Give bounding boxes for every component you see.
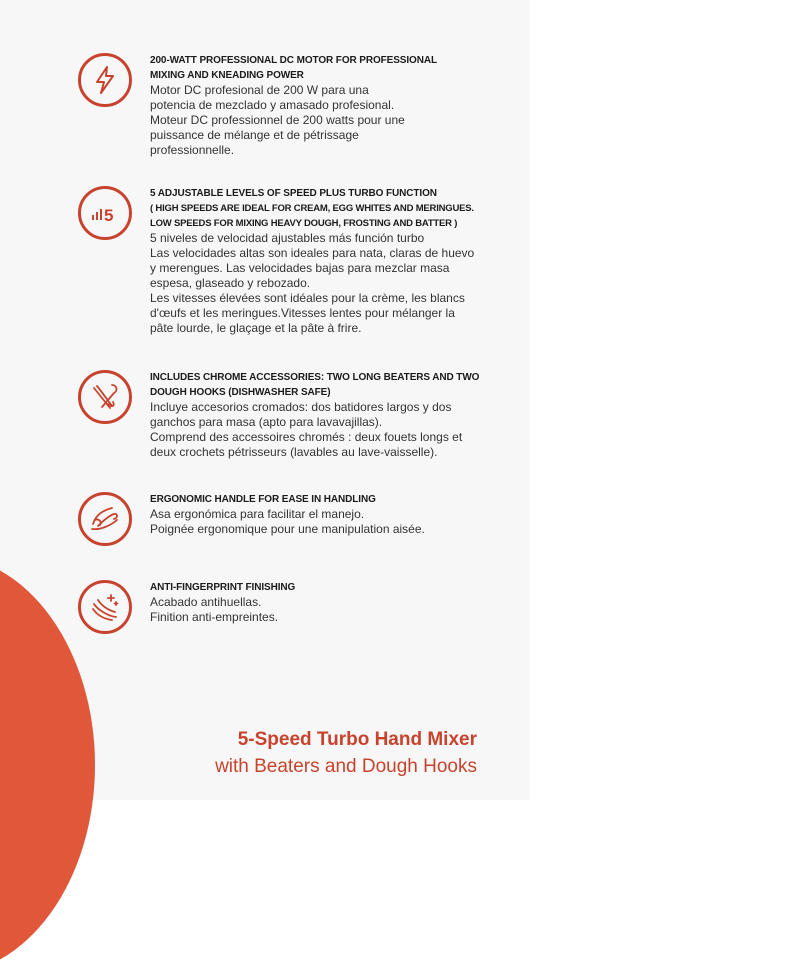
feature-body: Acabado antihuellas. Finition anti-empreintes. xyxy=(150,595,279,624)
product-title: 5-Speed Turbo Hand Mixer xyxy=(237,729,477,750)
hand-grip-icon xyxy=(78,492,132,546)
feature-body: 5 niveles de velocidad ajustables más función turbo Las velocidades altas son ideales para nata, claras de huevo y merengues. Las velocidades bajas para mezclar masa espesa, glaseado y rebozado. Les vitesses élevées sont idéales pour la crème, les blancs d'œufs et les meringues.Vitesses lentes pour mélanger la pâte lourde, le glaçage et la pâte à frire. xyxy=(150,231,475,335)
feature-heading: 200-WATT PROFESSIONAL DC MOTOR FOR PROFESSIONAL MIXING AND KNEADING POWER xyxy=(150,55,437,81)
feature-heading: ERGONOMIC HANDLE FOR EASE IN HANDLING xyxy=(150,494,376,505)
speed-levels-icon xyxy=(78,186,132,240)
feature-body: Incluye accesorios cromados: dos batidores largos y dos ganchos para masa (apto para lavavajillas). Comprend des accessoires chromés : deux fouets longs et deux crochets pétrisseurs (lavables au lave-vaisselle). xyxy=(150,400,463,459)
feature-heading: 5 ADJUSTABLE LEVELS OF SPEED PLUS TURBO FUNCTION xyxy=(150,188,437,199)
beater-hook-icon xyxy=(78,370,132,424)
feature-heading: INCLUDES CHROME ACCESSORIES: TWO LONG BEATERS AND TWO DOUGH HOOKS (DISHWASHER SAFE) xyxy=(150,372,480,398)
feature-heading: ANTI-FINGERPRINT FINISHING xyxy=(150,582,296,593)
feature-body: Asa ergonómica para facilitar el manejo. Poignée ergonomique pour une manipulation aisée. xyxy=(150,507,425,536)
speed-number: 5 xyxy=(104,206,114,225)
feature-subheading: ( HIGH SPEEDS ARE IDEAL FOR CREAM, EGG WHITES AND MERINGUES. LOW SPEEDS FOR MIXING HEAVY DOUGH, FROSTING AND BATTER ) xyxy=(150,203,474,229)
fingerprint-sparkle-icon xyxy=(78,580,132,634)
product-subtitle: with Beaters and Dough Hooks xyxy=(215,756,477,777)
lightning-icon xyxy=(78,53,132,107)
feature-body: Motor DC profesional de 200 W para una potencia de mezclado y amasado profesional. Moteur DC professionnel de 200 watts pour une puissance de mélange et de pétrissage professionnelle. xyxy=(150,83,405,157)
